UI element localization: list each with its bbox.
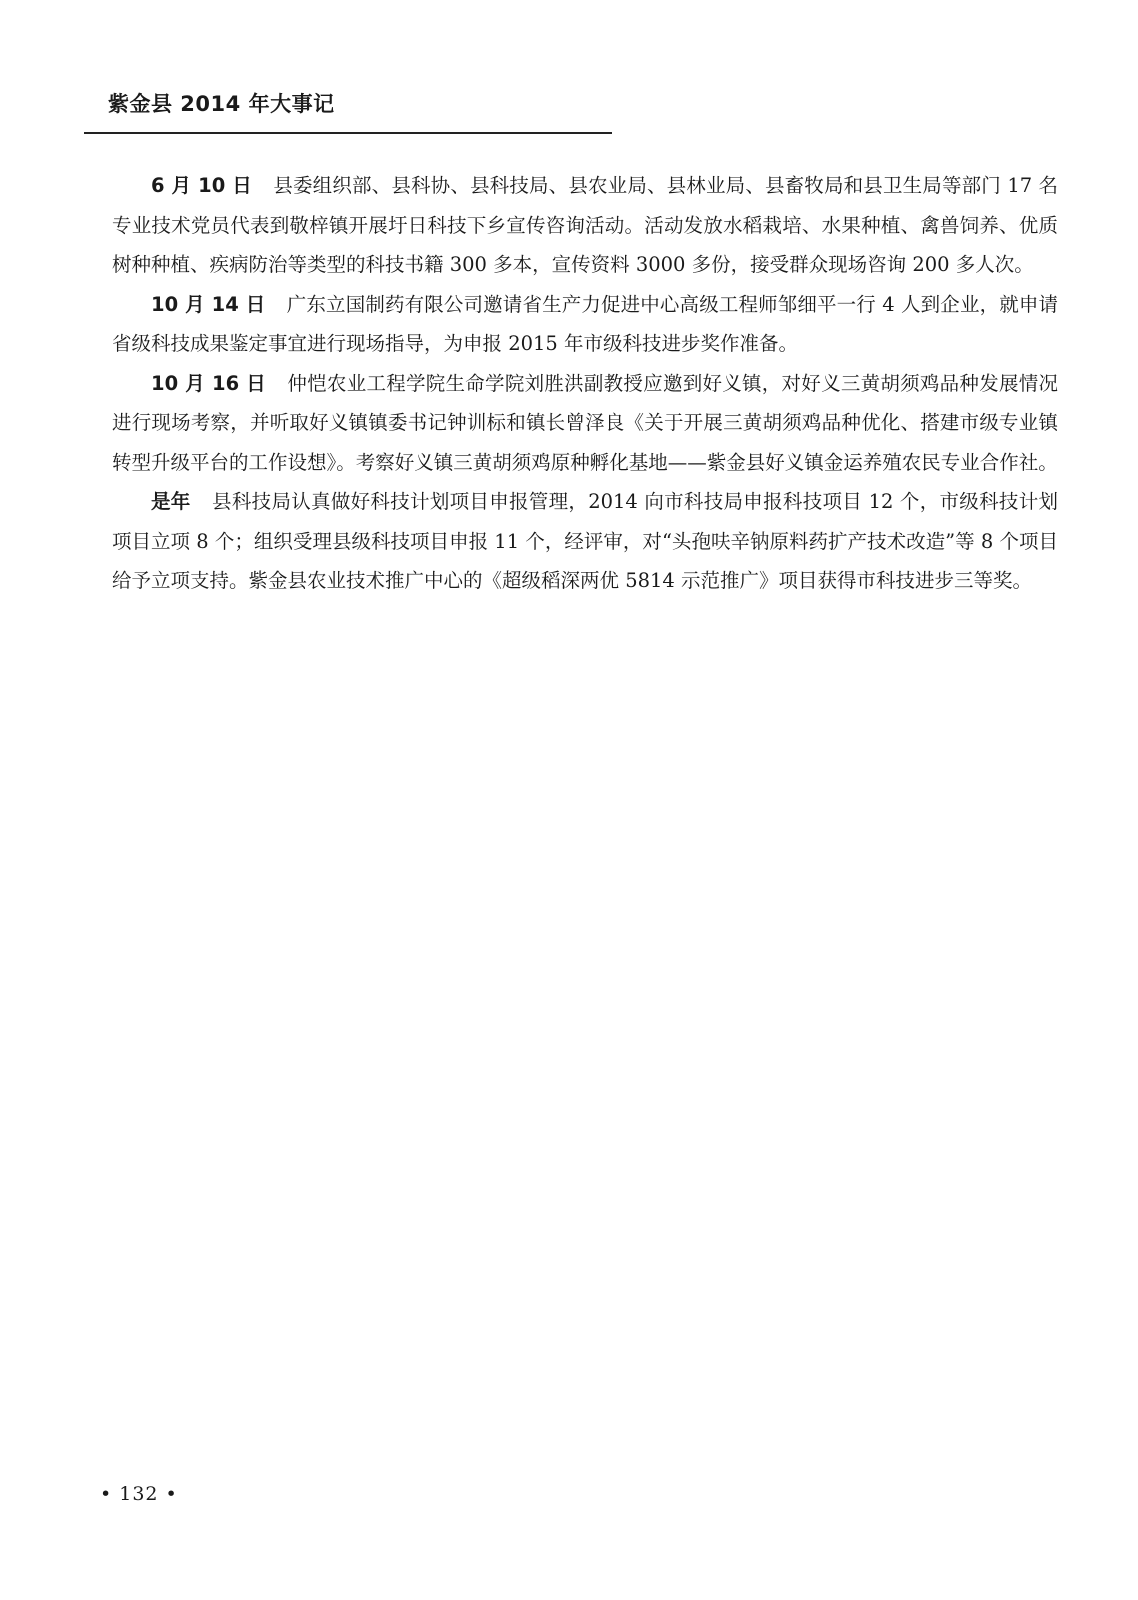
chronicle-entry xyxy=(112,166,1058,285)
entry-text: 县科技局认真做好科技计划项目申报管理，2014 向市科技局申报科技项目 12 个，市级科技计划项目立项 8 个；组织受理县级科技项目申报 11 个，经评审，对“头孢呋辛钠原料药扩产技术改造”等 8 个项目给予立项支持。紫金县农业技术推广中心的《超级稻深两优 5814 示范推广》项目获得市科技进步三等奖。 xyxy=(112,490,1058,592)
header-rule xyxy=(84,132,612,134)
chronicle-entry xyxy=(112,364,1058,483)
chronicle-body xyxy=(112,166,1058,601)
entry-date: 10 月 16 日 xyxy=(151,371,266,395)
entry-date: 是年 xyxy=(151,490,191,513)
chronicle-entry xyxy=(112,285,1058,364)
running-header-title: 紫金县 2014 年大事记 xyxy=(108,92,335,116)
page-number: • 132 • xyxy=(100,1483,178,1505)
entry-text: 县委组织部、县科协、县科技局、县农业局、县林业局、县畜牧局和县卫生局等部门 17 名专业技术党员代表到敬梓镇开展圩日科技下乡宣传咨询活动。活动发放水稻栽培、水果种植、禽兽饲养、优质树种种植、疾病防治等类型的科技书籍 300 多本，宣传资料 3000 多份，接受群众现场咨询 200 多人次。 xyxy=(112,174,1058,276)
entry-date: 10 月 14 日 xyxy=(151,292,266,316)
chronicle-entry xyxy=(112,482,1058,601)
entry-text: 仲恺农业工程学院生命学院刘胜洪副教授应邀到好义镇，对好义三黄胡须鸡品种发展情况进行现场考察，并听取好义镇镇委书记钟训标和镇长曾泽良《关于开展三黄胡须鸡品种优化、搭建市级专业镇转型升级平台的工作设想》。考察好义镇三黄胡须鸡原种孵化基地——紫金县好义镇金运养殖农民专业合作社。 xyxy=(112,371,1058,474)
entry-text: 广东立国制药有限公司邀请省生产力促进中心高级工程师邹细平一行 4 人到企业，就申请省级科技成果鉴定事宜进行现场指导，为申报 2015 年市级科技进步奖作准备。 xyxy=(112,292,1059,355)
entry-date: 6 月 10 日 xyxy=(151,174,252,197)
